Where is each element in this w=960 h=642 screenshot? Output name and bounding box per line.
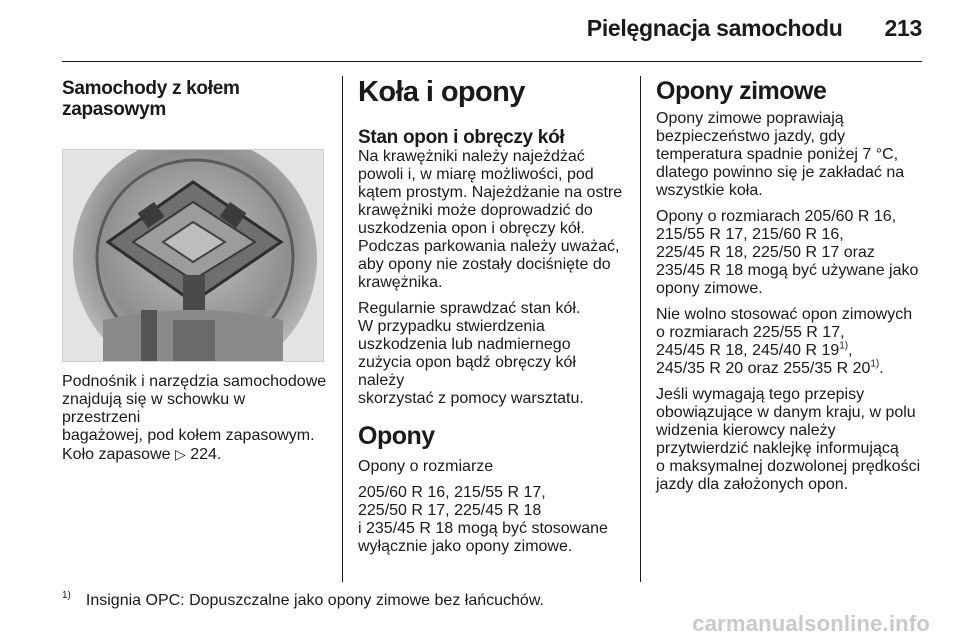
forbidden-line-2: o rozmiarach 225/55 R 17, <box>656 324 845 341</box>
paragraph-forbidden-sizes <box>656 306 928 378</box>
watermark: carmanualsonline.info <box>692 611 930 636</box>
forbidden-line-3: 245/45 R 18, 245/40 R 19 <box>656 342 840 359</box>
footnote-mark: 1) <box>62 590 71 601</box>
caption-text: Podnośnik i narzędzia samochodowe znajdują się w schowku w przestrzeni bagażowej, pod kołem zapasowym. Koło zapasowe <box>62 373 327 463</box>
footnote-reference[interactable]: 1) <box>839 340 849 352</box>
chapter-heading-wheels-tyres: Koła i opony <box>358 76 525 108</box>
page-reference-arrow-icon: ▷ <box>174 446 186 462</box>
column-middle <box>358 76 626 564</box>
paragraph-speed-sticker: Jeśli wymagają tego przepisy obowiązujące w danym kraju, w polu widzenia kierowcy należy przytwierdzić naklejkę informującą o maksymalnej dozwolonej prędkości jazdy dla założonych opon. <box>656 386 921 493</box>
page-number: 213 <box>884 15 922 41</box>
forbidden-line-4: 245/35 R 20 oraz 255/35 R 20 <box>656 360 871 377</box>
paragraph-tyre-size-intro: Opony o rozmiarze <box>358 458 494 475</box>
section-heading-winter-tyres: Opony zimowe <box>656 77 827 105</box>
column-right <box>656 76 928 502</box>
footnote <box>62 592 544 612</box>
paragraph-winter-safety: Opony zimowe poprawiają bezpieczeństwo jazdy, gdy temperatura spadnie poniżej 7 °C, dlatego powinno się je zakładać na wszystkie koła. <box>656 110 905 199</box>
section-heading-spare-wheel: Samochody z kołem zapasowym <box>62 78 240 120</box>
column-left <box>62 76 327 464</box>
caption-page-reference[interactable]: 224. <box>190 446 222 463</box>
jack-tools-illustration <box>63 150 323 361</box>
section-heading-tyres: Opony <box>358 422 435 450</box>
forbidden-comma: , <box>848 342 853 359</box>
paragraph-winter-sizes: Opony o rozmiarach 205/60 R 16, 215/55 R 17, 215/60 R 16, 225/45 R 18, 225/50 R 17 oraz 235/45 R 18 mogą być używane jako opony zimowe. <box>656 208 919 297</box>
paragraph-tyre-sizes: 205/60 R 16, 215/55 R 17, 225/50 R 17, 225/45 R 18 i 235/45 R 18 mogą być stosowane wyłącznie jako opony zimowe. <box>358 484 608 555</box>
paragraph-kerbs: Na krawężniki należy najeżdżać powoli i, w miarę możliwości, pod kątem prostym. Najeżdżanie na ostre krawężniki może doprowadzić do uszkodzenia opon i obręczy kół. Podczas parkowania należy uważać, aby opony nie zostały dociśnięte do krawężnika. <box>358 148 623 291</box>
forbidden-period: . <box>879 360 884 377</box>
header-rule <box>62 61 922 62</box>
column-divider <box>640 76 641 582</box>
page-header <box>587 15 922 42</box>
chapter-title: Pielęgnacja samochodu <box>586 15 843 41</box>
photo-caption <box>62 373 327 464</box>
forbidden-line-1: Nie wolno stosować opon zimowych <box>656 306 913 323</box>
footnote-text: Insignia OPC: Dopuszczalne jako opony zimowe bez łańcuchów. <box>85 592 544 609</box>
jack-tools-photo <box>62 149 324 362</box>
section-heading-tyre-condition: Stan opon i obręczy kół <box>358 127 565 148</box>
paragraph-check-wheels: Regularnie sprawdzać stan kół. W przypadku stwierdzenia uszkodzenia lub nadmiernego zużycia opon bądź obręczy kół należy skorzystać z pomocy warsztatu. <box>358 300 584 407</box>
footnote-reference[interactable]: 1) <box>870 358 880 370</box>
column-divider <box>342 76 343 582</box>
